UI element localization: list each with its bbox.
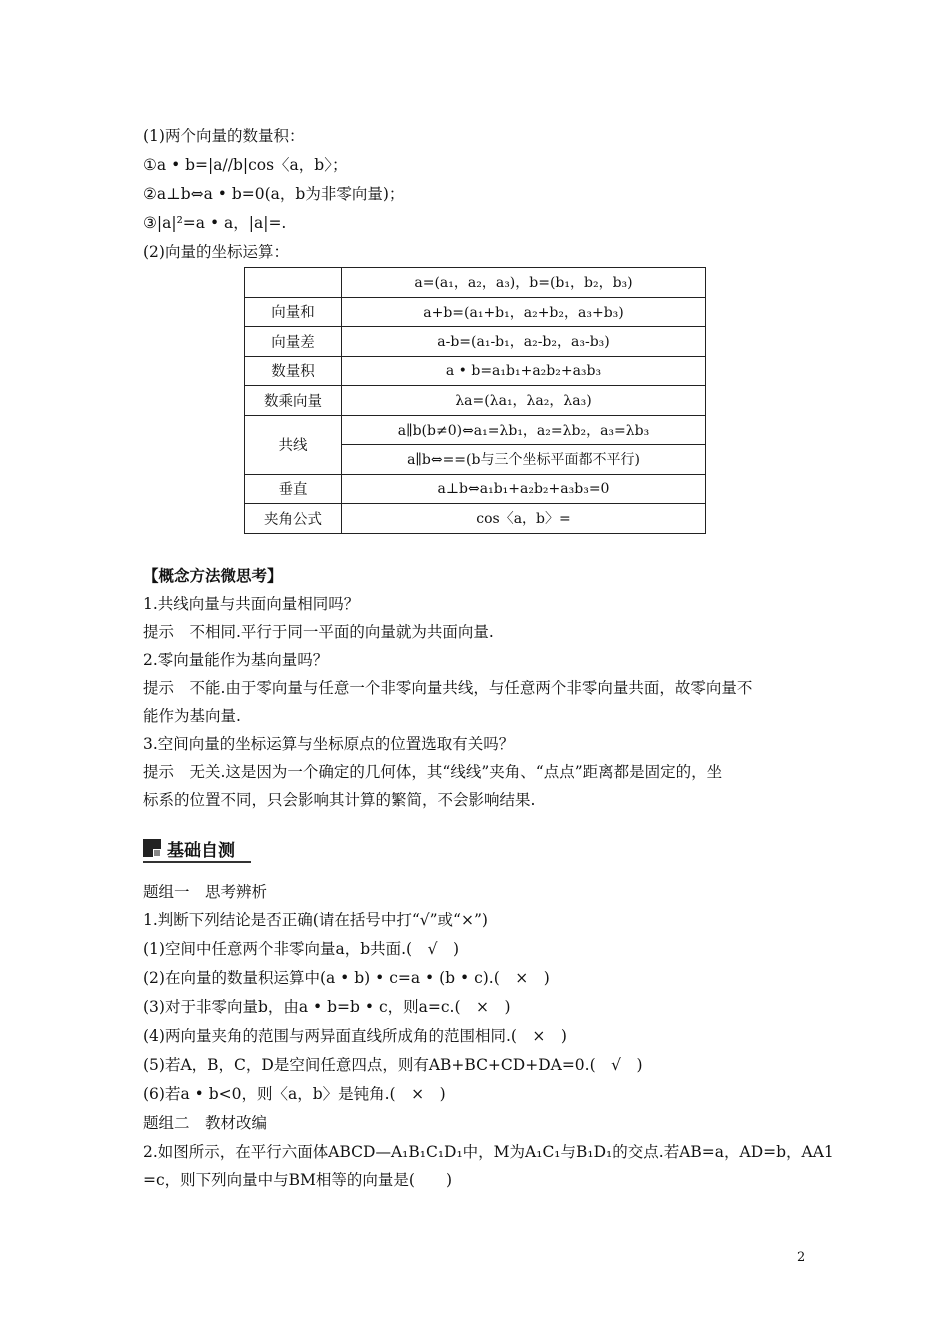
statement-6: (6)若a • b<0，则〈a，b〉是钝角.( × ) [143, 1085, 446, 1103]
table-row [245, 415, 706, 445]
row-label: 数量积 [245, 356, 342, 386]
row-label: 向量和 [245, 297, 342, 327]
row-value: a • b=a₁b₁+a₂b₂+a₃b₃ [342, 356, 706, 386]
table-row [245, 356, 706, 386]
statement-1: (1)空间中任意两个非零向量a，b共面.( √ ) [143, 940, 460, 958]
table-row [245, 268, 706, 298]
row-value: a+b=(a₁+b₁，a₂+b₂，a₃+b₃) [342, 297, 706, 327]
table-header-value: a=(a₁，a₂，a₃)，b=(b₁，b₂，b₃) [342, 268, 706, 298]
concept-answer-2-line2: 能作为基向量. [143, 707, 241, 725]
row-label: 数乘向量 [245, 386, 342, 416]
row-label: 垂直 [245, 474, 342, 504]
row-label: 夹角公式 [245, 504, 342, 534]
row-label: 共线 [245, 415, 342, 474]
dot-product-definition: ①a • b=|a//b|cos〈a，b〉； [143, 156, 348, 174]
concept-answer-1: 提示 不相同.平行于同一平面的向量就为共面向量. [143, 623, 494, 641]
exercise-group-2: 题组二 教材改编 [143, 1114, 268, 1132]
section-square-icon [143, 839, 161, 857]
concept-question-2: 2.零向量能作为基向量吗？ [143, 651, 329, 669]
page-number: 2 [797, 1250, 806, 1265]
row-value: a∥b(b≠0)⇔a₁=λb₁，a₂=λb₂，a₃=λb₃ [342, 415, 706, 445]
coordinate-operations-table [244, 267, 706, 534]
statement-4: (4)两向量夹角的范围与两异面直线所成角的范围相同.( × ) [143, 1027, 567, 1045]
exercise-group-1: 题组一 思考辨析 [143, 883, 268, 901]
exercise-question-2-line2: =c，则下列向量中与BM相等的向量是( ) [143, 1171, 453, 1189]
concept-title: 【概念方法微思考】 [143, 566, 283, 585]
subheading-coordinate-ops: (2)向量的坐标运算： [143, 243, 289, 261]
concept-answer-3-line1: 提示 无关.这是因为一个确定的几何体，其“线线”夹角、“点点”距离都是固定的，坐 [143, 763, 723, 781]
table-row [245, 474, 706, 504]
table-cell-empty [245, 268, 342, 298]
section-underline [143, 861, 251, 863]
concept-question-3: 3.空间向量的坐标运算与坐标原点的位置选取有关吗？ [143, 735, 515, 753]
exercise-question-1: 1.判断下列结论是否正确(请在括号中打“√”或“×”) [143, 911, 488, 929]
section-title: 基础自测 [167, 840, 235, 861]
row-value: cos〈a，b〉= [342, 504, 706, 534]
concept-answer-2-line1: 提示 不能.由于零向量与任意一个非零向量共线，与任意两个非零向量共面，故零向量不 [143, 679, 753, 697]
statement-2: (2)在向量的数量积运算中(a • b) • c=a • (b • c).( × ) [143, 969, 550, 987]
table-row [245, 504, 706, 534]
row-value: a∥b⇔==(b与三个坐标平面都不平行) [342, 445, 706, 475]
table-row [245, 297, 706, 327]
row-label: 向量差 [245, 327, 342, 357]
perpendicular-condition: ②a⊥b⇔a • b=0(a，b为非零向量)； [143, 185, 405, 203]
statement-3: (3)对于非零向量b，由a • b=b • c，则a=c.( × ) [143, 998, 511, 1016]
row-value: a⊥b⇔a₁b₁+a₂b₂+a₃b₃=0 [342, 474, 706, 504]
table-row [245, 386, 706, 416]
concept-question-1: 1.共线向量与共面向量相同吗？ [143, 595, 360, 613]
row-value: a-b=(a₁-b₁，a₂-b₂，a₃-b₃) [342, 327, 706, 357]
exercise-question-2-line1: 2.如图所示，在平行六面体ABCD—A₁B₁C₁D₁中，M为A₁C₁与B₁D₁的交点.若AB=a，AD=b，AA1 [143, 1143, 834, 1161]
statement-5: (5)若A，B，C，D是空间任意四点，则有AB+BC+CD+DA=0.( √ ) [143, 1056, 643, 1074]
magnitude-formula: ③|a|²=a • a，|a|=. [143, 214, 287, 232]
subheading-dot-product: (1)两个向量的数量积： [143, 127, 305, 145]
section-header [143, 835, 235, 861]
row-value: λa=(λa₁，λa₂，λa₃) [342, 386, 706, 416]
table-row [245, 327, 706, 357]
concept-answer-3-line2: 标系的位置不同，只会影响其计算的繁简，不会影响结果. [143, 791, 536, 809]
